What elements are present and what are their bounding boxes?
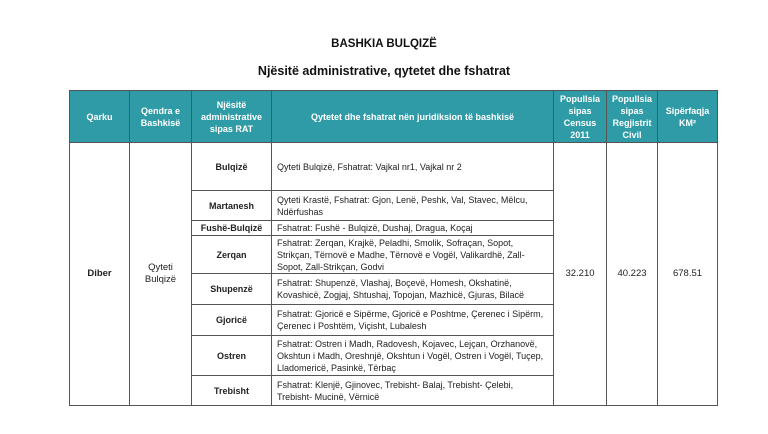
villages-cell: Fshatrat: Klenjë, Gjinovec, Trebisht- Balaj, Trebisht- Çelebi, Trebisht- Mucinë, Vërnicë	[272, 376, 554, 406]
unit-cell: Ostren	[192, 336, 272, 376]
qarku-cell: Diber	[70, 143, 130, 406]
unit-cell: Gjoricë	[192, 305, 272, 336]
header-qendra: Qendra e Bashkisë	[130, 91, 192, 143]
census-cell: 32.210	[554, 143, 607, 406]
villages-cell: Fshatrat: Zerqan, Krajkë, Peladhi, Smolik, Sofraçan, Sopot, Strikçan, Tërnovë e Madhe, Tërnovë e Vogël, Valikardhë, Zall-Sopot, Zall-Strikçan, Godvi	[272, 236, 554, 274]
unit-cell: Fushë-Bulqizë	[192, 221, 272, 236]
villages-cell: Fshatrat: Gjoricë e Sipërme, Gjoricë e Poshtme, Çerenec i Sipërm, Çerenec i Poshtëm, Viçisht, Lubalesh	[272, 305, 554, 336]
villages-cell: Fshatrat: Fushë - Bulqizë, Dushaj, Dragua, Koçaj	[272, 221, 554, 236]
page-subtitle: Njësitë administrative, qytetet dhe fshatrat	[257, 64, 511, 78]
unit-cell: Bulqizë	[192, 143, 272, 191]
villages-cell: Qyteti Bulqizë, Fshatrat: Vajkal nr1, Vajkal nr 2	[272, 143, 554, 191]
qendra-cell: Qyteti Bulqizë	[130, 143, 192, 406]
header-civil: Popullsia sipas Regjistrit Civil	[607, 91, 658, 143]
villages-cell: Fshatrat: Ostren i Madh, Radovesh, Kojavec, Lejçan, Orzhanovë, Okshtun i Madh, Oreshnjë, Okshtun i Vogël, Ostren i Vogël, Tuçep, Lladomericë, Pasinkë, Tërbaç	[272, 336, 554, 376]
villages-cell: Qyteti Krastë, Fshatrat: Gjon, Lenë, Peshk, Val, Stavec, Mëlcu, Ndërfushas	[272, 191, 554, 221]
administrative-units-table	[69, 90, 718, 406]
civil-cell: 40.223	[607, 143, 658, 406]
table-row	[70, 143, 718, 191]
header-qarku: Qarku	[70, 91, 130, 143]
header-njesite: Njësitë administrative sipas RAT	[192, 91, 272, 143]
unit-cell: Shupenzë	[192, 274, 272, 305]
unit-cell: Trebisht	[192, 376, 272, 406]
unit-cell: Martanesh	[192, 191, 272, 221]
table-header-row	[70, 91, 718, 143]
header-qytetet: Qytetet dhe fshatrat nën juridiksion të bashkisë	[272, 91, 554, 143]
page-title: BASHKIA BULQIZË	[331, 38, 437, 50]
villages-cell: Fshatrat: Shupenzë, Vlashaj, Boçevë, Homesh, Okshatinë, Kovashicë, Zogjaj, Shtushaj, Topojan, Mazhicë, Gjuras, Bilacë	[272, 274, 554, 305]
siperfaqja-cell: 678.51	[658, 143, 718, 406]
header-siperfaqja: Sipërfaqja KM²	[658, 91, 718, 143]
unit-cell: Zerqan	[192, 236, 272, 274]
header-census: Popullsia sipas Census 2011	[554, 91, 607, 143]
